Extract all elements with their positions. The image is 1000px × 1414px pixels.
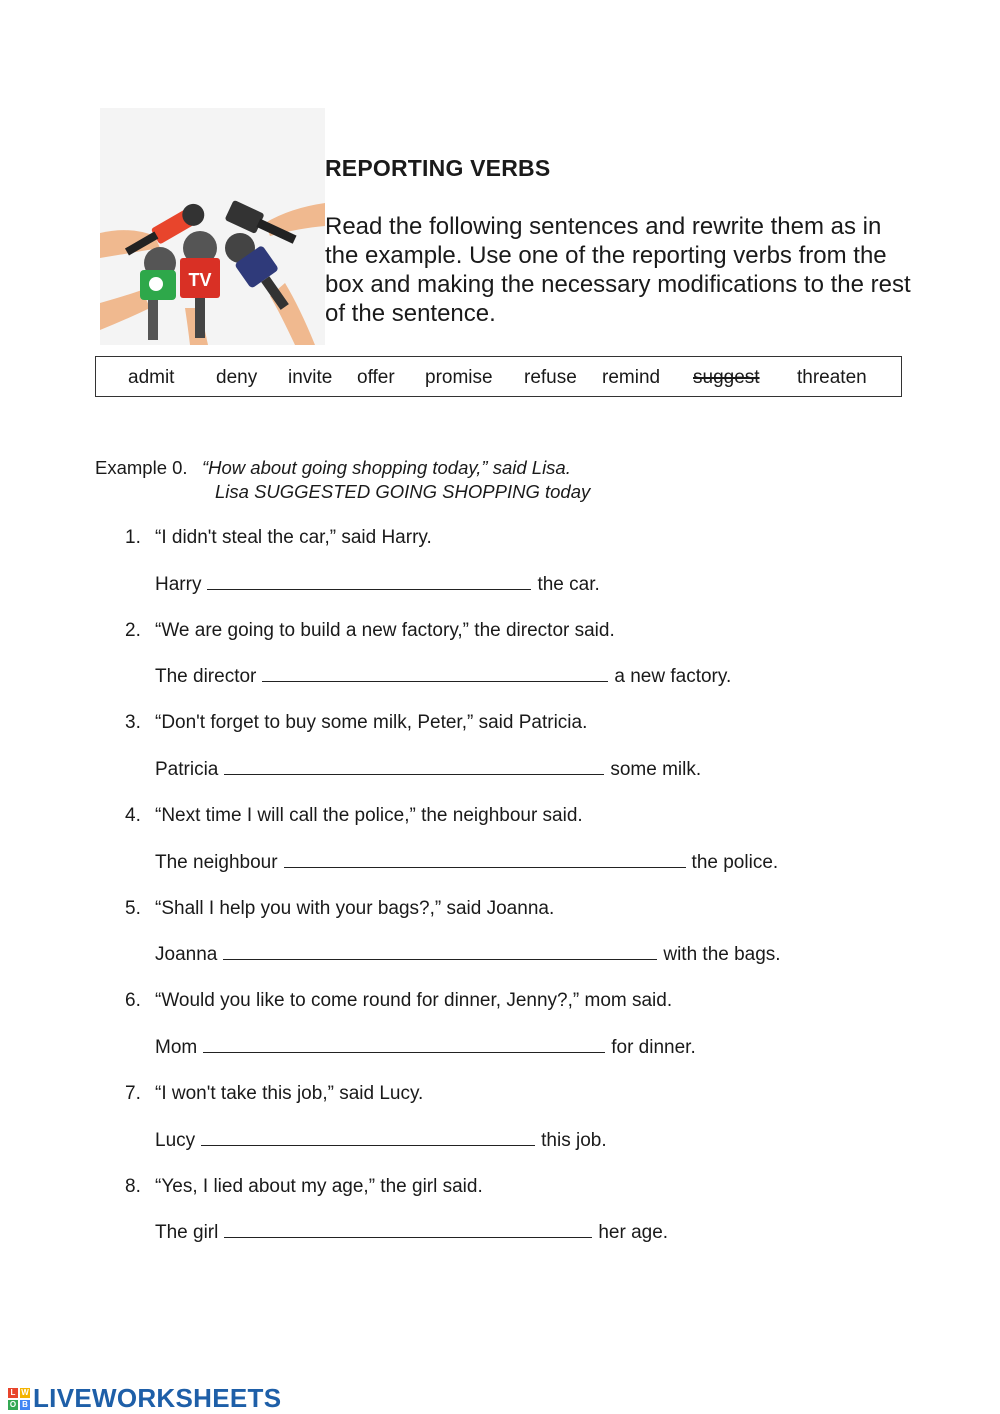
- rewrite-start: Joanna: [155, 944, 218, 965]
- item-number: 2.: [125, 620, 141, 641]
- rewrite-start: Lucy: [155, 1130, 196, 1151]
- worksheet-title: REPORTING VERBS: [325, 155, 551, 181]
- example-answer: Lisa SUGGESTED GOING SHOPPING today: [215, 481, 591, 502]
- verb-word-box: [95, 356, 902, 397]
- item-number: 5.: [125, 898, 141, 919]
- answer-blank[interactable]: [262, 665, 608, 682]
- logo-text: LIVEWORKSHEETS: [33, 1383, 282, 1413]
- answer-blank[interactable]: [207, 573, 531, 590]
- item-rewrite-line: [155, 1036, 696, 1059]
- tv-label: TV: [188, 270, 212, 290]
- answer-blank[interactable]: [201, 1129, 535, 1146]
- item-sentence: “Don't forget to buy some milk, Peter,” said Patricia.: [155, 712, 588, 733]
- word-invite: invite: [288, 367, 333, 388]
- item-number: 6.: [125, 990, 141, 1011]
- item-number: 3.: [125, 712, 141, 733]
- item-rewrite-line: [155, 665, 731, 688]
- logo-grid-icon: L W O B: [9, 1387, 29, 1409]
- item-sentence: “I didn't steal the car,” said Harry.: [155, 527, 432, 548]
- rewrite-start: Mom: [155, 1037, 198, 1058]
- word-threaten: threaten: [797, 367, 867, 388]
- word-suggest-struck: suggest: [693, 367, 760, 388]
- rewrite-start: Patricia: [155, 759, 219, 780]
- item-number: 1.: [125, 527, 141, 548]
- answer-blank[interactable]: [224, 1221, 592, 1238]
- item-sentence: “Next time I will call the police,” the neighbour said.: [155, 805, 583, 826]
- liveworksheets-logo[interactable]: [8, 1383, 281, 1414]
- rewrite-end: the car.: [537, 574, 600, 595]
- item-sentence: “Would you like to come round for dinner, Jenny?,” mom said.: [155, 990, 673, 1011]
- item-rewrite-line: [155, 758, 701, 781]
- rewrite-start: The girl: [155, 1222, 219, 1243]
- word-remind: remind: [602, 367, 661, 388]
- rewrite-end: a new factory.: [614, 666, 732, 687]
- rewrite-end: some milk.: [610, 759, 702, 780]
- item-sentence: “Yes, I lied about my age,” the girl said.: [155, 1176, 483, 1197]
- item-number: 7.: [125, 1083, 141, 1104]
- rewrite-start: Harry: [155, 574, 202, 595]
- item-sentence: “I won't take this job,” said Lucy.: [155, 1083, 424, 1104]
- item-number: 4.: [125, 805, 141, 826]
- example-sentence: “How about going shopping today,” said Lisa.: [202, 457, 571, 478]
- item-sentence: “Shall I help you with your bags?,” said Joanna.: [155, 898, 555, 919]
- word-admit: admit: [128, 367, 175, 388]
- answer-blank[interactable]: [284, 851, 686, 868]
- instructions-text: Read the following sentences and rewrite them as in the example. Use one of the reporting verbs from the box and making the necessary modifications to the rest of the sentence.: [325, 213, 911, 327]
- answer-blank[interactable]: [223, 943, 657, 960]
- word-promise: promise: [425, 367, 493, 388]
- word-refuse: refuse: [524, 367, 577, 388]
- rewrite-start: The neighbour: [155, 852, 278, 873]
- rewrite-end: for dinner.: [611, 1037, 696, 1058]
- press-microphones-illustration: [100, 108, 325, 345]
- item-rewrite-line: [155, 573, 600, 596]
- item-rewrite-line: [155, 1221, 668, 1244]
- rewrite-end: her age.: [598, 1222, 669, 1243]
- item-rewrite-line: [155, 943, 781, 966]
- item-number: 8.: [125, 1176, 141, 1197]
- rewrite-end: with the bags.: [663, 944, 781, 965]
- rewrite-end: the police.: [691, 852, 779, 873]
- rewrite-end: this job.: [541, 1130, 607, 1151]
- item-sentence: “We are going to build a new factory,” the director said.: [155, 620, 615, 641]
- answer-blank[interactable]: [203, 1036, 605, 1053]
- answer-blank[interactable]: [224, 758, 604, 775]
- word-deny: deny: [216, 367, 258, 388]
- word-offer: offer: [357, 367, 395, 388]
- rewrite-start: The director: [155, 666, 257, 687]
- example-label: Example 0.: [95, 457, 188, 478]
- item-rewrite-line: [155, 851, 778, 874]
- item-rewrite-line: [155, 1129, 607, 1152]
